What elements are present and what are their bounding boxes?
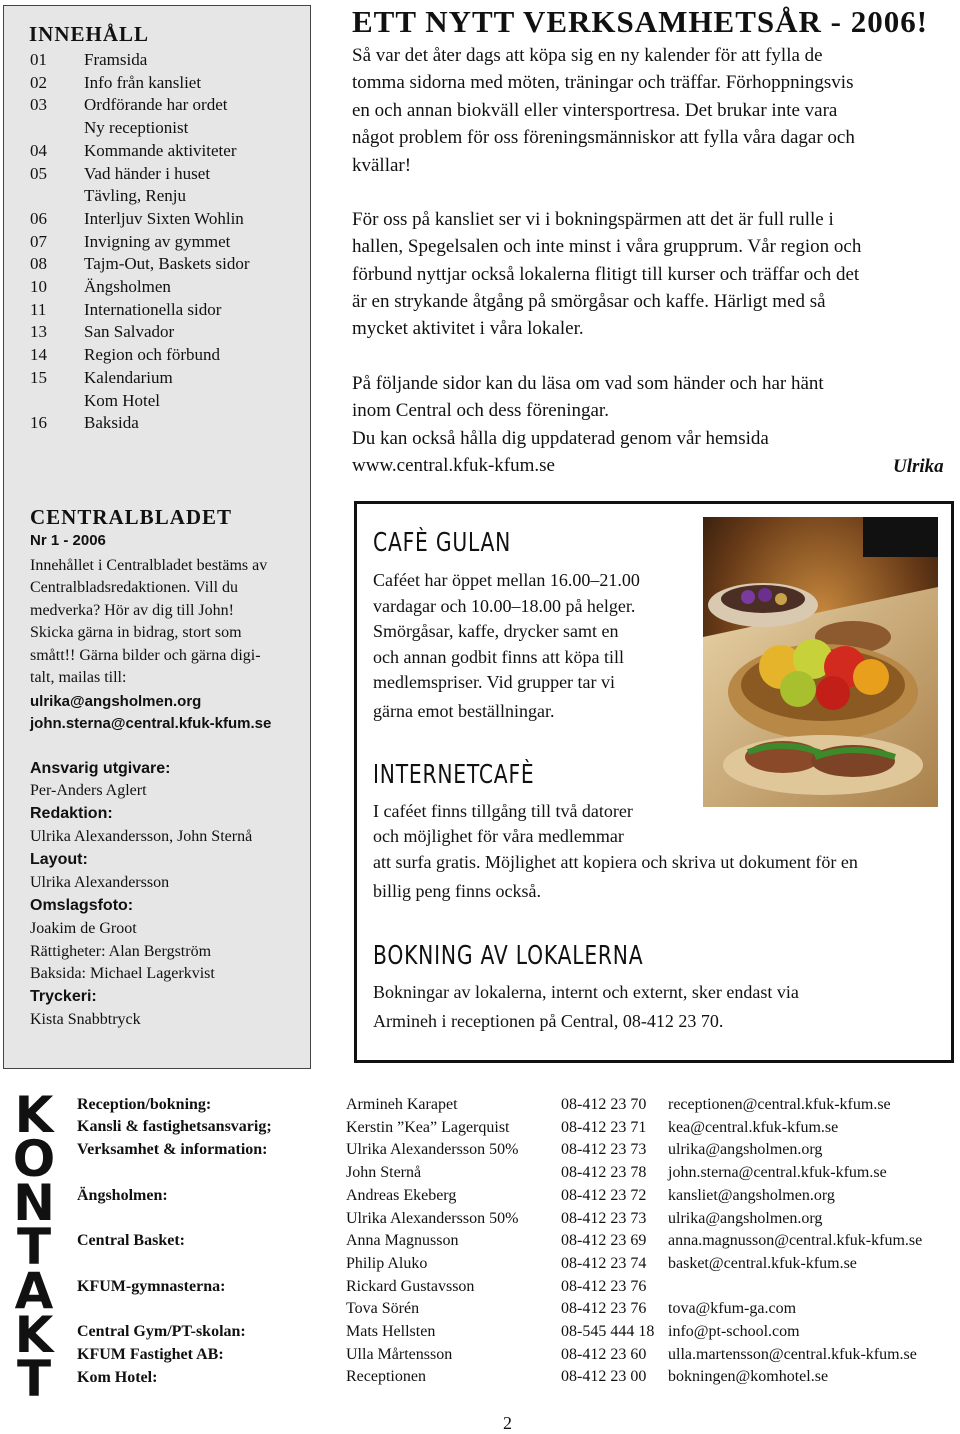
contact-email[interactable]: ulla.martensson@central.kfuk-kfum.se (668, 1345, 917, 1363)
contact-email[interactable]: ulrika@angsholmen.org (668, 1141, 823, 1159)
toc-item-label: Vad händer i huset (84, 163, 211, 183)
page-number: 2 (503, 1413, 512, 1433)
article-text-line: Du kan också hålla dig uppdaterad genom vår hemsida (352, 428, 769, 449)
contact-name: Tova Sörén (346, 1300, 420, 1318)
contact-name: Kerstin ”Kea” Lagerquist (346, 1118, 510, 1136)
toc-title: INNEHÅLL (29, 22, 150, 46)
centralbladet-title: CENTRALBLADET (30, 505, 233, 529)
booking-text-line: Bokningar av lokalerna, internt och externt, sker endast via (373, 982, 799, 1002)
toc-item-label: Interljuv Sixten Wohlin (84, 208, 244, 228)
toc-item-label: Kom Hotel (84, 390, 161, 410)
contact-email[interactable]: kea@central.kfuk-kfum.se (668, 1118, 839, 1136)
print-label: Tryckeri: (30, 988, 97, 1005)
cb-text-line: Centralbladsredaktionen. Vill du (30, 579, 239, 596)
layout-value: Ulrika Alexandersson (30, 874, 170, 891)
article-text-line: kvällar! (352, 155, 412, 176)
contact-phone: 08-412 23 00 (561, 1368, 647, 1386)
contact-label: KFUM Fastighet AB: (77, 1346, 224, 1363)
cover-value: Joakim de Groot (30, 920, 137, 937)
contact-name: Ulla Mårtensson (346, 1345, 453, 1363)
toc-item-label: Tajm-Out, Baskets sidor (84, 254, 250, 274)
contact-name: Mats Hellsten (346, 1323, 436, 1340)
cafe-text-line: gärna emot beställningar. (373, 701, 555, 721)
toc-item-label: Kalendarium (84, 367, 173, 387)
contact-label: Central Basket: (77, 1232, 185, 1249)
cafe-text-line: Smörgåsar, kaffe, drycker samt en (373, 621, 619, 641)
internetcafe-heading: INTERNETCAFÈ (373, 760, 535, 790)
toc-item-label: Region och förbund (84, 345, 220, 365)
website-link[interactable]: www.central.kfuk-kfum.se (352, 455, 555, 476)
contact-phone: 08-412 23 71 (561, 1118, 647, 1136)
contact-email[interactable]: kansliet@angsholmen.org (668, 1186, 835, 1204)
article-signature: Ulrika (893, 456, 944, 477)
toc-item-number: 05 (30, 163, 47, 183)
contact-email[interactable]: bokningen@komhotel.se (668, 1368, 829, 1386)
contact-phone: 08-412 23 78 (561, 1164, 647, 1182)
toc-item-number: 15 (30, 367, 47, 387)
contact-name: Rickard Gustavsson (346, 1277, 475, 1295)
food-illustration (703, 517, 938, 807)
email-link[interactable]: ulrika@angsholmen.org (30, 693, 202, 710)
contact-name: Receptionen (346, 1368, 426, 1386)
toc-item-number: 11 (30, 299, 47, 319)
kontakt-letter: K (14, 1306, 54, 1364)
contact-phone: 08-545 444 18 (561, 1323, 655, 1340)
toc-item-label: Invigning av gymmet (84, 231, 231, 251)
contact-phone: 08-412 23 73 (561, 1141, 647, 1159)
toc-item-number: 13 (30, 322, 47, 342)
cb-text-line: smått!! Gärna bilder och gärna digi- (30, 647, 261, 664)
toc-item-label: Ny receptionist (84, 118, 189, 138)
contact-name: Armineh Karapet (346, 1096, 458, 1113)
cb-text-line: Skicka gärna in bidrag, stort som (30, 624, 242, 641)
contact-phone: 08-412 23 76 (561, 1277, 647, 1295)
article-text-line: mycket aktivitet i våra lokaler. (352, 318, 584, 339)
contact-phone: 08-412 23 74 (561, 1254, 647, 1272)
cafe-text-line: och annan godbit finns att köpa till (373, 647, 624, 667)
contact-phone: 08-412 23 69 (561, 1232, 647, 1250)
cb-text-line: Innehållet i Centralbladet bestäms av (30, 557, 268, 574)
contact-phone: 08-412 23 73 (561, 1209, 647, 1227)
toc-item-number: 02 (30, 72, 47, 92)
toc-item-number: 08 (30, 254, 47, 274)
internet-text-line: I caféet finns tillgång till två datorer (373, 801, 633, 821)
internet-text-line: och möjlighet för våra medlemmar (373, 826, 624, 846)
kontakt-letter: N (13, 1174, 55, 1232)
contact-phone: 08-412 23 76 (561, 1300, 647, 1318)
toc-item-label: Framsida (84, 50, 148, 69)
toc-item-number: 06 (30, 208, 47, 228)
internet-text-line: billig peng finns också. (373, 881, 541, 901)
contact-label: Ängsholmen: (77, 1187, 168, 1204)
article-text-line: På följande sidor kan du läsa om vad som händer och har hänt (352, 373, 824, 394)
cafe-text-line: medlemspriser. Vid grupper tar vi (373, 672, 616, 692)
toc-item-label: Baksida (84, 413, 139, 433)
contact-label: Kansli & fastighetsansvarig; (77, 1118, 272, 1135)
cafe-text-line: vardagar och 10.00–18.00 på helger. (373, 596, 636, 616)
cover-label: Omslagsfoto: (30, 897, 134, 914)
article-text-line: Så var det åter dags att köpa sig en ny kalender för att fylla de (352, 45, 823, 66)
contact-email[interactable]: receptionen@central.kfuk-kfum.se (668, 1096, 891, 1113)
toc-item-number: 16 (30, 413, 47, 433)
contact-email[interactable]: anna.magnusson@central.kfuk-kfum.se (668, 1232, 923, 1250)
issue-number: Nr 1 - 2006 (30, 532, 106, 549)
toc-item-label: Tävling, Renju (84, 186, 186, 206)
contact-email[interactable]: basket@central.kfuk-kfum.se (668, 1254, 857, 1272)
contact-name: Philip Aluko (346, 1254, 428, 1272)
contact-email[interactable]: john.sterna@central.kfuk-kfum.se (668, 1164, 887, 1182)
article-text-line: För oss på kansliet ser vi i bokningspärmen att det är full rulle i (352, 209, 834, 230)
internet-text-line: att surfa gratis. Möjlighet att kopiera och skriva ut dokument för en (373, 852, 858, 872)
contact-phone: 08-412 23 60 (561, 1345, 647, 1363)
contact-phone: 08-412 23 72 (561, 1186, 647, 1204)
contact-name: Andreas Ekeberg (346, 1186, 457, 1204)
contact-name: John Sternå (346, 1164, 422, 1182)
cafe-food-photo (703, 517, 938, 807)
article-text-line: är en strykande åtgång på smörgåsar och kaffe. Härligt med så (352, 291, 826, 312)
article-text-line: inom Central och dess föreningar. (352, 400, 609, 421)
article-text-line: hallen, Spegelsalen och inte minst i våra grupprum. Vår region och (352, 236, 862, 257)
toc-item-number: 03 (30, 95, 47, 115)
kontakt-letter: O (12, 1130, 56, 1188)
contact-name: Anna Magnusson (346, 1232, 459, 1250)
contact-email[interactable]: info@pt-school.com (668, 1323, 800, 1340)
article-text-line: tomma sidorna med möten, träningar och träffar. Förhoppningsvis (352, 72, 854, 93)
toc-item-label: Kommande aktiviteter (84, 140, 237, 160)
cover-value: Baksida: Michael Lagerkvist (30, 965, 215, 982)
kontakt-letter: K (14, 1086, 54, 1144)
contact-label: Kom Hotel: (77, 1369, 158, 1386)
kontakt-letter: A (14, 1262, 54, 1320)
kontakt-letter: T (16, 1350, 52, 1408)
contact-label: Verksamhet & information: (77, 1141, 268, 1158)
kontakt-letter: T (16, 1218, 52, 1276)
article-headline: ETT NYTT VERKSAMHETSÅR - 2006! (352, 4, 929, 39)
contact-label: KFUM-gymnasterna: (77, 1278, 226, 1295)
layout-label: Layout: (30, 851, 88, 868)
publisher-label: Ansvarig utgivare: (30, 760, 171, 777)
contact-label: Central Gym/PT-skolan: (77, 1323, 246, 1340)
article-text-line: något problem för oss föreningsmänniskor att fylla våra dagar och (352, 127, 855, 148)
toc-item-label: Ordförande har ordet (84, 95, 228, 115)
contact-email[interactable]: tova@kfum-ga.com (668, 1300, 797, 1318)
cover-value: Rättigheter: Alan Bergström (30, 943, 212, 960)
cb-text-line: talt, mailas till: (30, 669, 127, 686)
contact-label: Reception/bokning: (77, 1096, 212, 1113)
cb-text-line: medverka? Hör av dig till John! (30, 602, 234, 619)
contact-email[interactable]: ulrika@angsholmen.org (668, 1209, 823, 1227)
toc-item-label: Info från kansliet (84, 72, 202, 92)
article-text-line: en och annan biokväll eller vintersportresa. Det brukar inte vara (352, 100, 838, 121)
article-text-line: förbund nyttjar också lokalerna flitigt till kurser och träffar och det (352, 264, 860, 285)
email-link[interactable]: john.sterna@central.kfuk-kfum.se (30, 715, 272, 732)
toc-item-number: 04 (30, 140, 47, 160)
toc-item-number: 14 (30, 345, 47, 365)
contact-name: Ulrika Alexandersson 50% (346, 1141, 519, 1159)
print-value: Kista Snabbtryck (30, 1011, 141, 1028)
cafe-heading: CAFÈ GULAN (373, 528, 512, 558)
toc-item-label: San Salvador (84, 322, 175, 342)
toc-item-label: Ängsholmen (84, 277, 171, 296)
toc-item-number: 01 (30, 50, 47, 69)
editors-label: Redaktion: (30, 805, 113, 822)
booking-heading: BOKNING AV LOKALERNA (373, 941, 644, 971)
contact-name: Ulrika Alexandersson 50% (346, 1209, 519, 1227)
contact-phone: 08-412 23 70 (561, 1096, 647, 1113)
editors-value: Ulrika Alexandersson, John Sternå (30, 828, 253, 845)
publisher-value: Per-Anders Aglert (30, 782, 147, 799)
toc-item-label: Internationella sidor (84, 299, 222, 319)
cafe-text-line: Caféet har öppet mellan 16.00–21.00 (373, 570, 640, 590)
toc-item-number: 10 (30, 277, 47, 296)
toc-item-number: 07 (30, 231, 47, 251)
booking-text-line: Armineh i receptionen på Central, 08-412 23 70. (373, 1011, 724, 1031)
